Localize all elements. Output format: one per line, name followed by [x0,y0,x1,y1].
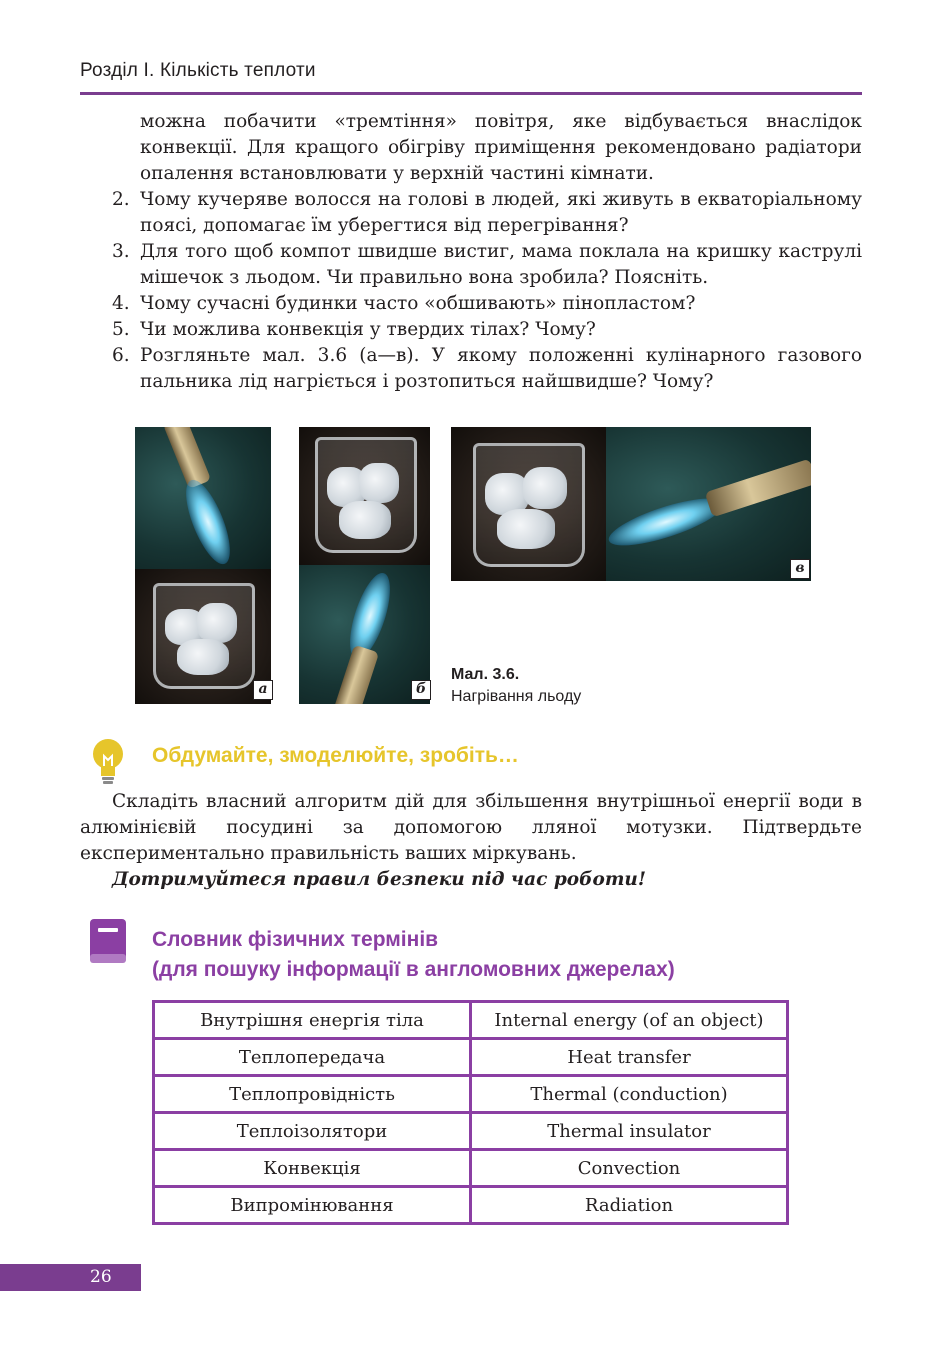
photo-c-glass [451,427,606,581]
list-item [112,317,862,343]
book-icon [86,916,130,966]
question-text: Чи можлива конвекція у твердих тілах? Чому? [140,319,596,340]
ice-icon [523,467,567,509]
header-divider [80,92,862,95]
lightbulb-icon [86,736,130,786]
dictionary-heading-line2: (для пошуку інформації в англомовних джерелах) [152,958,675,981]
list-item [112,239,862,291]
question-number: 5. [112,319,130,340]
ice-icon [197,603,237,643]
ice-icon [177,639,229,675]
list-item [112,291,862,317]
figure-caption-title: Мал. 3.6. [451,666,520,683]
question-number: 3. [112,241,130,262]
term-ukrainian: Теплоізолятори [154,1113,471,1150]
dictionary-heading [152,925,675,985]
term-english: Internal energy (of an object) [471,1002,788,1039]
photo-a-torch [135,427,271,569]
torch-icon [333,645,379,704]
table-row [154,1113,788,1150]
term-english: Thermal (conduction) [471,1076,788,1113]
page-number: 26 [90,1267,112,1287]
task-paragraph [80,789,862,867]
term-english: Heat transfer [471,1039,788,1076]
table-row [154,1187,788,1224]
term-ukrainian: Теплопередача [154,1039,471,1076]
question-number: 4. [112,293,130,314]
torch-icon [163,427,211,489]
think-section-heading: Обдумайте, змоделюйте, зробіть… [152,744,519,767]
intro-paragraph: можна побачити «тремтіння» повітря, яке відбувається внаслідок конвекції. Для кращого обігріву приміщення рекомендовано радіатори опалення встановлювати у верхній частині кімнати. [140,111,862,184]
dictionary-heading-line1: Словник фізичних термінів [152,928,439,951]
question-text: Чому кучеряве волосся на голові в людей, які живуть в екваторіальному поясі, допомагає їм уберегтися від перегрівання? [140,189,862,236]
table-row [154,1150,788,1187]
term-ukrainian: Теплопровідність [154,1076,471,1113]
question-number: 6. [112,345,130,366]
term-english: Thermal insulator [471,1113,788,1150]
list-item [112,343,862,395]
photo-a-glass [135,569,271,704]
chapter-title: Розділ І. Кількість теплоти [80,60,316,81]
question-list [112,187,862,395]
terms-table [152,1000,789,1225]
table-row [154,1002,788,1039]
ice-icon [339,501,391,539]
ice-icon [497,509,555,549]
safety-note: Дотримуйтеся правил безпеки під час роботи! [112,869,646,890]
term-english: Radiation [471,1187,788,1224]
question-text: Розгляньте мал. 3.6 (а—в). У якому положенні кулінарного газового пальника лід нагріється і розтопиться найшвидше? Чому? [140,345,862,392]
panel-label-c: в [790,559,810,579]
question-text: Для того щоб компот швидше вистиг, мама поклала на кришку каструлі мішечок з льодом. Чи правильно вона зробила? Поясніть. [140,241,862,288]
list-item [112,187,862,239]
ice-icon [359,463,399,503]
table-row [154,1076,788,1113]
figure-caption-text: Нагрівання льоду [451,688,582,705]
flame-icon [177,475,239,569]
table-row [154,1039,788,1076]
page-number-tab [0,1264,141,1291]
term-ukrainian: Конвекція [154,1150,471,1187]
photo-b-glass [299,427,430,565]
torch-icon [705,459,811,518]
question-number: 2. [112,189,130,210]
term-english: Convection [471,1150,788,1187]
term-ukrainian: Випромінювання [154,1187,471,1224]
panel-label-a: а [253,680,273,700]
photo-c-torch [606,427,811,581]
panel-label-b: б [411,680,431,700]
term-ukrainian: Внутрішня енергія тіла [154,1002,471,1039]
task-text: Складіть власний алгоритм дій для збільшення внутрішньої енергії води в алюмінієвій посудині за допомогою лляної мотузки. Підтвердьте експериментально правильність ваших міркувань. [80,791,862,864]
question-text: Чому сучасні будинки часто «обшивають» пінопластом? [140,293,696,314]
